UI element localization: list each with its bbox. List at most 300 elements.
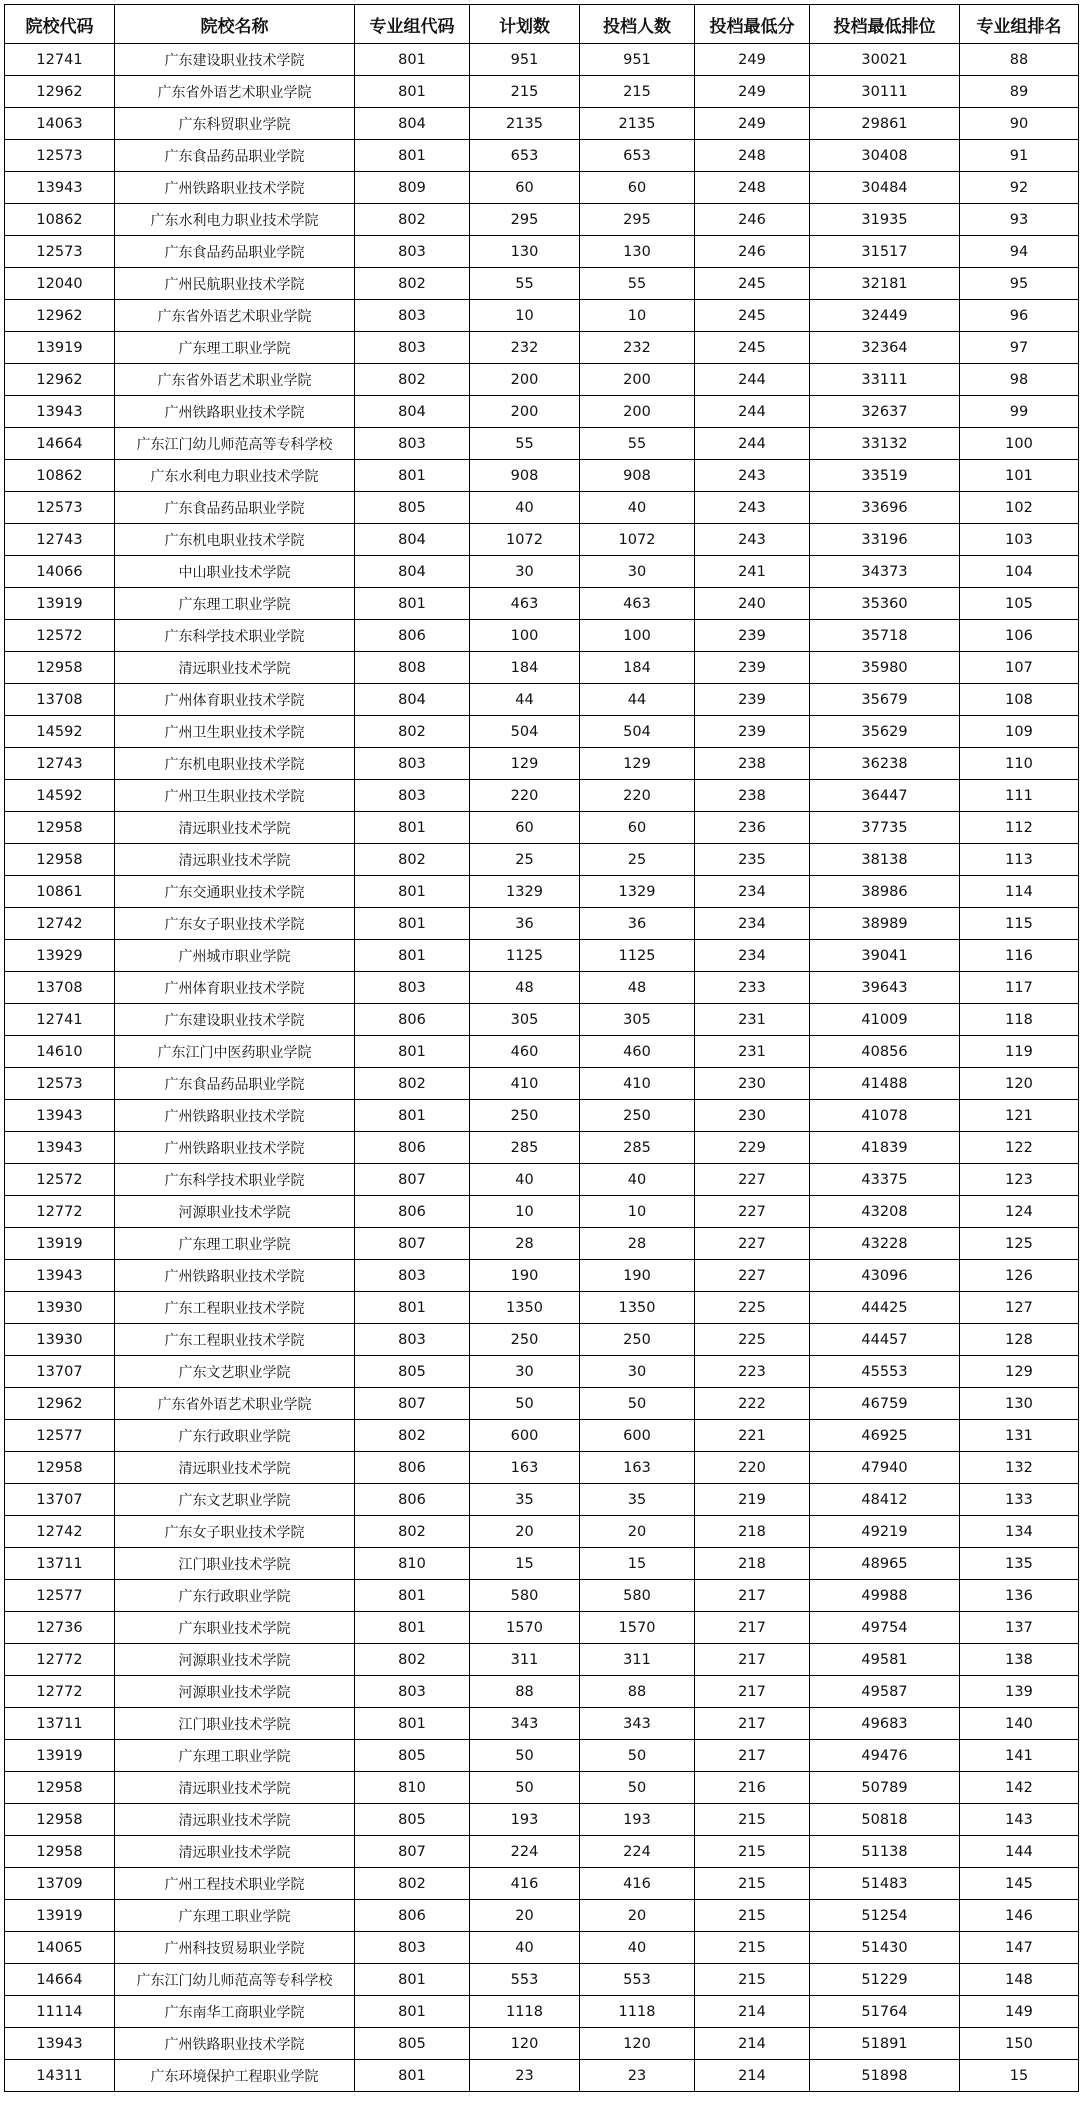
min-score-cell: 244 — [695, 396, 810, 428]
school-code-cell: 13943 — [5, 2028, 115, 2060]
group-rank-cell: 131 — [960, 1420, 1079, 1452]
min-score-cell: 223 — [695, 1356, 810, 1388]
admitted-count-cell: 463 — [580, 588, 695, 620]
plan-count-cell: 1329 — [470, 876, 580, 908]
school-code-cell: 13709 — [5, 1868, 115, 1900]
group-code-cell: 803 — [355, 1260, 470, 1292]
plan-count-cell: 10 — [470, 1196, 580, 1228]
plan-count-cell: 40 — [470, 492, 580, 524]
table-row — [5, 1356, 1079, 1388]
plan-count-cell: 305 — [470, 1004, 580, 1036]
group-rank-cell: 142 — [960, 1772, 1079, 1804]
school-code-cell: 13919 — [5, 332, 115, 364]
plan-count-cell: 40 — [470, 1164, 580, 1196]
school-name-cell: 河源职业技术学院 — [115, 1196, 355, 1228]
group-code-cell: 801 — [355, 140, 470, 172]
admitted-count-cell: 55 — [580, 428, 695, 460]
min-score-cell: 229 — [695, 1132, 810, 1164]
admitted-count-cell: 295 — [580, 204, 695, 236]
school-code-cell: 11114 — [5, 1996, 115, 2028]
min-score-cell: 245 — [695, 332, 810, 364]
min-rank-cell: 36238 — [810, 748, 960, 780]
table-row — [5, 2060, 1079, 2092]
group-rank-cell: 140 — [960, 1708, 1079, 1740]
school-name-cell: 广东女子职业技术学院 — [115, 1516, 355, 1548]
group-rank-cell: 119 — [960, 1036, 1079, 1068]
min-rank-cell: 38986 — [810, 876, 960, 908]
school-name-cell: 广东食品药品职业学院 — [115, 140, 355, 172]
group-code-cell: 803 — [355, 428, 470, 460]
school-code-cell: 12962 — [5, 1388, 115, 1420]
plan-count-cell: 36 — [470, 908, 580, 940]
min-score-cell: 230 — [695, 1100, 810, 1132]
school-code-cell: 10861 — [5, 876, 115, 908]
plan-count-cell: 285 — [470, 1132, 580, 1164]
header-min-rank: 投档最低排位 — [810, 5, 960, 44]
min-rank-cell: 41009 — [810, 1004, 960, 1036]
min-rank-cell: 45553 — [810, 1356, 960, 1388]
group-code-cell: 801 — [355, 940, 470, 972]
group-rank-cell: 141 — [960, 1740, 1079, 1772]
plan-count-cell: 250 — [470, 1324, 580, 1356]
plan-count-cell: 163 — [470, 1452, 580, 1484]
admitted-count-cell: 224 — [580, 1836, 695, 1868]
school-code-cell: 13919 — [5, 1228, 115, 1260]
group-rank-cell: 97 — [960, 332, 1079, 364]
admitted-count-cell: 1125 — [580, 940, 695, 972]
min-score-cell: 225 — [695, 1324, 810, 1356]
plan-count-cell: 410 — [470, 1068, 580, 1100]
admitted-count-cell: 129 — [580, 748, 695, 780]
min-rank-cell: 43228 — [810, 1228, 960, 1260]
school-name-cell: 广东行政职业学院 — [115, 1420, 355, 1452]
plan-count-cell: 215 — [470, 76, 580, 108]
min-rank-cell: 47940 — [810, 1452, 960, 1484]
plan-count-cell: 220 — [470, 780, 580, 812]
table-row — [5, 1452, 1079, 1484]
group-rank-cell: 102 — [960, 492, 1079, 524]
school-code-cell: 12962 — [5, 300, 115, 332]
table-row — [5, 428, 1079, 460]
group-code-cell: 806 — [355, 1004, 470, 1036]
plan-count-cell: 40 — [470, 1932, 580, 1964]
plan-count-cell: 120 — [470, 2028, 580, 2060]
plan-count-cell: 1118 — [470, 1996, 580, 2028]
min-score-cell: 234 — [695, 876, 810, 908]
plan-count-cell: 600 — [470, 1420, 580, 1452]
school-name-cell: 广东建设职业技术学院 — [115, 44, 355, 76]
group-code-cell: 802 — [355, 844, 470, 876]
table-row — [5, 1260, 1079, 1292]
group-code-cell: 804 — [355, 684, 470, 716]
min-rank-cell: 30111 — [810, 76, 960, 108]
min-rank-cell: 39041 — [810, 940, 960, 972]
school-code-cell: 14065 — [5, 1932, 115, 1964]
admitted-count-cell: 23 — [580, 2060, 695, 2092]
school-name-cell: 广东食品药品职业学院 — [115, 236, 355, 268]
school-code-cell: 12572 — [5, 620, 115, 652]
group-rank-cell: 147 — [960, 1932, 1079, 1964]
group-code-cell: 806 — [355, 620, 470, 652]
min-rank-cell: 37735 — [810, 812, 960, 844]
min-score-cell: 218 — [695, 1516, 810, 1548]
min-score-cell: 243 — [695, 524, 810, 556]
table-row — [5, 1004, 1079, 1036]
table-row — [5, 972, 1079, 1004]
min-score-cell: 248 — [695, 172, 810, 204]
plan-count-cell: 1125 — [470, 940, 580, 972]
table-row — [5, 1964, 1079, 1996]
min-score-cell: 241 — [695, 556, 810, 588]
school-name-cell: 河源职业技术学院 — [115, 1676, 355, 1708]
group-rank-cell: 145 — [960, 1868, 1079, 1900]
plan-count-cell: 232 — [470, 332, 580, 364]
school-name-cell: 广东行政职业学院 — [115, 1580, 355, 1612]
group-rank-cell: 148 — [960, 1964, 1079, 1996]
school-name-cell: 广东工程职业技术学院 — [115, 1292, 355, 1324]
plan-count-cell: 15 — [470, 1548, 580, 1580]
table-row — [5, 1292, 1079, 1324]
plan-count-cell: 44 — [470, 684, 580, 716]
school-name-cell: 广东环境保护工程职业学院 — [115, 2060, 355, 2092]
min-rank-cell: 51764 — [810, 1996, 960, 2028]
min-score-cell: 236 — [695, 812, 810, 844]
table-row — [5, 1100, 1079, 1132]
admitted-count-cell: 1118 — [580, 1996, 695, 2028]
school-code-cell: 12742 — [5, 908, 115, 940]
table-row — [5, 556, 1079, 588]
group-rank-cell: 121 — [960, 1100, 1079, 1132]
min-rank-cell: 36447 — [810, 780, 960, 812]
group-rank-cell: 144 — [960, 1836, 1079, 1868]
table-row — [5, 1388, 1079, 1420]
group-rank-cell: 93 — [960, 204, 1079, 236]
table-row — [5, 1932, 1079, 1964]
admitted-count-cell: 250 — [580, 1100, 695, 1132]
table-row — [5, 1836, 1079, 1868]
table-row — [5, 1228, 1079, 1260]
group-code-cell: 806 — [355, 1484, 470, 1516]
min-rank-cell: 51138 — [810, 1836, 960, 1868]
min-score-cell: 243 — [695, 492, 810, 524]
min-score-cell: 238 — [695, 748, 810, 780]
min-rank-cell: 33696 — [810, 492, 960, 524]
min-rank-cell: 49754 — [810, 1612, 960, 1644]
group-code-cell: 804 — [355, 556, 470, 588]
admitted-count-cell: 35 — [580, 1484, 695, 1516]
min-score-cell: 215 — [695, 1964, 810, 1996]
group-code-cell: 801 — [355, 1292, 470, 1324]
admitted-count-cell: 410 — [580, 1068, 695, 1100]
school-code-cell: 12958 — [5, 1772, 115, 1804]
min-score-cell: 227 — [695, 1260, 810, 1292]
group-code-cell: 803 — [355, 1324, 470, 1356]
school-code-cell: 14311 — [5, 2060, 115, 2092]
table-row — [5, 76, 1079, 108]
admitted-count-cell: 100 — [580, 620, 695, 652]
admitted-count-cell: 1072 — [580, 524, 695, 556]
group-rank-cell: 94 — [960, 236, 1079, 268]
school-code-cell: 14664 — [5, 428, 115, 460]
group-code-cell: 803 — [355, 972, 470, 1004]
group-code-cell: 804 — [355, 524, 470, 556]
school-code-cell: 12958 — [5, 844, 115, 876]
min-score-cell: 227 — [695, 1164, 810, 1196]
school-name-cell: 江门职业技术学院 — [115, 1548, 355, 1580]
table-row — [5, 908, 1079, 940]
table-row — [5, 1132, 1079, 1164]
table-row — [5, 1196, 1079, 1228]
min-rank-cell: 50789 — [810, 1772, 960, 1804]
table-row — [5, 812, 1079, 844]
school-name-cell: 广东南华工商职业学院 — [115, 1996, 355, 2028]
school-code-cell: 12772 — [5, 1644, 115, 1676]
group-code-cell: 804 — [355, 396, 470, 428]
min-score-cell: 238 — [695, 780, 810, 812]
table-row — [5, 1612, 1079, 1644]
table-row — [5, 1676, 1079, 1708]
group-rank-cell: 101 — [960, 460, 1079, 492]
min-score-cell: 243 — [695, 460, 810, 492]
min-score-cell: 234 — [695, 940, 810, 972]
school-code-cell: 13930 — [5, 1292, 115, 1324]
group-rank-cell: 99 — [960, 396, 1079, 428]
school-name-cell: 广州铁路职业技术学院 — [115, 1260, 355, 1292]
school-code-cell: 12741 — [5, 1004, 115, 1036]
table-row — [5, 44, 1079, 76]
plan-count-cell: 2135 — [470, 108, 580, 140]
min-rank-cell: 49581 — [810, 1644, 960, 1676]
school-name-cell: 广东食品药品职业学院 — [115, 1068, 355, 1100]
plan-count-cell: 295 — [470, 204, 580, 236]
header-school-code: 院校代码 — [5, 5, 115, 44]
admitted-count-cell: 600 — [580, 1420, 695, 1452]
plan-count-cell: 20 — [470, 1516, 580, 1548]
table-row — [5, 716, 1079, 748]
min-score-cell: 217 — [695, 1580, 810, 1612]
min-score-cell: 214 — [695, 2060, 810, 2092]
group-rank-cell: 117 — [960, 972, 1079, 1004]
school-name-cell: 广州铁路职业技术学院 — [115, 1132, 355, 1164]
table-row — [5, 460, 1079, 492]
min-rank-cell: 51483 — [810, 1868, 960, 1900]
admitted-count-cell: 305 — [580, 1004, 695, 1036]
admitted-count-cell: 44 — [580, 684, 695, 716]
table-row — [5, 300, 1079, 332]
min-rank-cell: 51229 — [810, 1964, 960, 1996]
min-score-cell: 227 — [695, 1228, 810, 1260]
min-rank-cell: 49587 — [810, 1676, 960, 1708]
plan-count-cell: 908 — [470, 460, 580, 492]
group-rank-cell: 123 — [960, 1164, 1079, 1196]
school-code-cell: 12743 — [5, 748, 115, 780]
table-row — [5, 268, 1079, 300]
school-name-cell: 清远职业技术学院 — [115, 844, 355, 876]
admitted-count-cell: 50 — [580, 1740, 695, 1772]
group-code-cell: 803 — [355, 748, 470, 780]
group-code-cell: 805 — [355, 1804, 470, 1836]
school-name-cell: 广州卫生职业技术学院 — [115, 780, 355, 812]
school-code-cell: 12572 — [5, 1164, 115, 1196]
group-code-cell: 809 — [355, 172, 470, 204]
table-body — [5, 44, 1079, 2092]
school-name-cell: 广州铁路职业技术学院 — [115, 2028, 355, 2060]
plan-count-cell: 200 — [470, 396, 580, 428]
group-code-cell: 801 — [355, 812, 470, 844]
min-score-cell: 216 — [695, 1772, 810, 1804]
min-score-cell: 217 — [695, 1740, 810, 1772]
school-name-cell: 广东科学技术职业学院 — [115, 620, 355, 652]
plan-count-cell: 130 — [470, 236, 580, 268]
school-code-cell: 14063 — [5, 108, 115, 140]
school-code-cell: 13707 — [5, 1484, 115, 1516]
min-score-cell: 227 — [695, 1196, 810, 1228]
admitted-count-cell: 10 — [580, 300, 695, 332]
admitted-count-cell: 40 — [580, 492, 695, 524]
min-rank-cell: 33196 — [810, 524, 960, 556]
group-code-cell: 805 — [355, 1356, 470, 1388]
min-score-cell: 221 — [695, 1420, 810, 1452]
min-score-cell: 215 — [695, 1900, 810, 1932]
min-rank-cell: 31517 — [810, 236, 960, 268]
admitted-count-cell: 28 — [580, 1228, 695, 1260]
min-rank-cell: 35629 — [810, 716, 960, 748]
school-name-cell: 广州民航职业技术学院 — [115, 268, 355, 300]
min-rank-cell: 49476 — [810, 1740, 960, 1772]
min-score-cell: 217 — [695, 1708, 810, 1740]
min-score-cell: 220 — [695, 1452, 810, 1484]
group-rank-cell: 105 — [960, 588, 1079, 620]
school-name-cell: 广东江门中医药职业学院 — [115, 1036, 355, 1068]
school-code-cell: 13943 — [5, 1132, 115, 1164]
group-rank-cell: 149 — [960, 1996, 1079, 2028]
plan-count-cell: 55 — [470, 428, 580, 460]
group-code-cell: 801 — [355, 876, 470, 908]
admitted-count-cell: 163 — [580, 1452, 695, 1484]
group-code-cell: 802 — [355, 1644, 470, 1676]
school-code-cell: 14592 — [5, 780, 115, 812]
group-rank-cell: 126 — [960, 1260, 1079, 1292]
plan-count-cell: 416 — [470, 1868, 580, 1900]
school-name-cell: 广州体育职业技术学院 — [115, 684, 355, 716]
min-rank-cell: 51254 — [810, 1900, 960, 1932]
admitted-count-cell: 120 — [580, 2028, 695, 2060]
admitted-count-cell: 460 — [580, 1036, 695, 1068]
school-name-cell: 广东女子职业技术学院 — [115, 908, 355, 940]
school-name-cell: 中山职业技术学院 — [115, 556, 355, 588]
table-row — [5, 1740, 1079, 1772]
admitted-count-cell: 232 — [580, 332, 695, 364]
school-code-cell: 12772 — [5, 1196, 115, 1228]
min-rank-cell: 35679 — [810, 684, 960, 716]
min-rank-cell: 49683 — [810, 1708, 960, 1740]
table-row — [5, 780, 1079, 812]
admitted-count-cell: 40 — [580, 1932, 695, 1964]
group-code-cell: 801 — [355, 1036, 470, 1068]
min-score-cell: 246 — [695, 236, 810, 268]
min-score-cell: 248 — [695, 140, 810, 172]
group-rank-cell: 120 — [960, 1068, 1079, 1100]
school-name-cell: 广东省外语艺术职业学院 — [115, 76, 355, 108]
admitted-count-cell: 220 — [580, 780, 695, 812]
admitted-count-cell: 1329 — [580, 876, 695, 908]
group-code-cell: 803 — [355, 1932, 470, 1964]
min-rank-cell: 30484 — [810, 172, 960, 204]
min-rank-cell: 32364 — [810, 332, 960, 364]
group-code-cell: 801 — [355, 1964, 470, 1996]
plan-count-cell: 28 — [470, 1228, 580, 1260]
school-name-cell: 广州铁路职业技术学院 — [115, 1100, 355, 1132]
group-rank-cell: 88 — [960, 44, 1079, 76]
group-rank-cell: 111 — [960, 780, 1079, 812]
school-code-cell: 13930 — [5, 1324, 115, 1356]
school-name-cell: 广东建设职业技术学院 — [115, 1004, 355, 1036]
school-name-cell: 广东食品药品职业学院 — [115, 492, 355, 524]
group-code-cell: 808 — [355, 652, 470, 684]
table-row — [5, 204, 1079, 236]
group-rank-cell: 15 — [960, 2060, 1079, 2092]
school-name-cell: 清远职业技术学院 — [115, 1804, 355, 1836]
group-code-cell: 801 — [355, 2060, 470, 2092]
header-school-name: 院校名称 — [115, 5, 355, 44]
min-score-cell: 214 — [695, 1996, 810, 2028]
school-name-cell: 河源职业技术学院 — [115, 1644, 355, 1676]
school-name-cell: 广州铁路职业技术学院 — [115, 396, 355, 428]
group-code-cell: 801 — [355, 1100, 470, 1132]
group-rank-cell: 106 — [960, 620, 1079, 652]
min-rank-cell: 46759 — [810, 1388, 960, 1420]
plan-count-cell: 193 — [470, 1804, 580, 1836]
school-name-cell: 广东工程职业技术学院 — [115, 1324, 355, 1356]
admitted-count-cell: 30 — [580, 1356, 695, 1388]
admitted-count-cell: 88 — [580, 1676, 695, 1708]
min-rank-cell: 35360 — [810, 588, 960, 620]
min-score-cell: 245 — [695, 268, 810, 300]
school-name-cell: 清远职业技术学院 — [115, 652, 355, 684]
school-code-cell: 13711 — [5, 1708, 115, 1740]
plan-count-cell: 951 — [470, 44, 580, 76]
school-code-cell: 12958 — [5, 1804, 115, 1836]
min-score-cell: 215 — [695, 1804, 810, 1836]
group-code-cell: 801 — [355, 1996, 470, 2028]
group-rank-cell: 109 — [960, 716, 1079, 748]
min-rank-cell: 41488 — [810, 1068, 960, 1100]
table-row — [5, 1164, 1079, 1196]
table-row — [5, 588, 1079, 620]
group-code-cell: 802 — [355, 1068, 470, 1100]
group-code-cell: 802 — [355, 1516, 470, 1548]
table-row — [5, 748, 1079, 780]
school-name-cell: 清远职业技术学院 — [115, 1836, 355, 1868]
group-rank-cell: 129 — [960, 1356, 1079, 1388]
group-code-cell: 802 — [355, 1868, 470, 1900]
min-score-cell: 249 — [695, 76, 810, 108]
table-row — [5, 140, 1079, 172]
group-rank-cell: 150 — [960, 2028, 1079, 2060]
group-rank-cell: 91 — [960, 140, 1079, 172]
admitted-count-cell: 193 — [580, 1804, 695, 1836]
admitted-count-cell: 215 — [580, 76, 695, 108]
school-name-cell: 广东机电职业技术学院 — [115, 524, 355, 556]
admitted-count-cell: 184 — [580, 652, 695, 684]
group-code-cell: 801 — [355, 1612, 470, 1644]
min-rank-cell: 41839 — [810, 1132, 960, 1164]
school-code-cell: 13919 — [5, 1900, 115, 1932]
group-code-cell: 803 — [355, 780, 470, 812]
min-score-cell: 234 — [695, 908, 810, 940]
table-header-row — [5, 5, 1079, 44]
school-name-cell: 广东理工职业学院 — [115, 588, 355, 620]
